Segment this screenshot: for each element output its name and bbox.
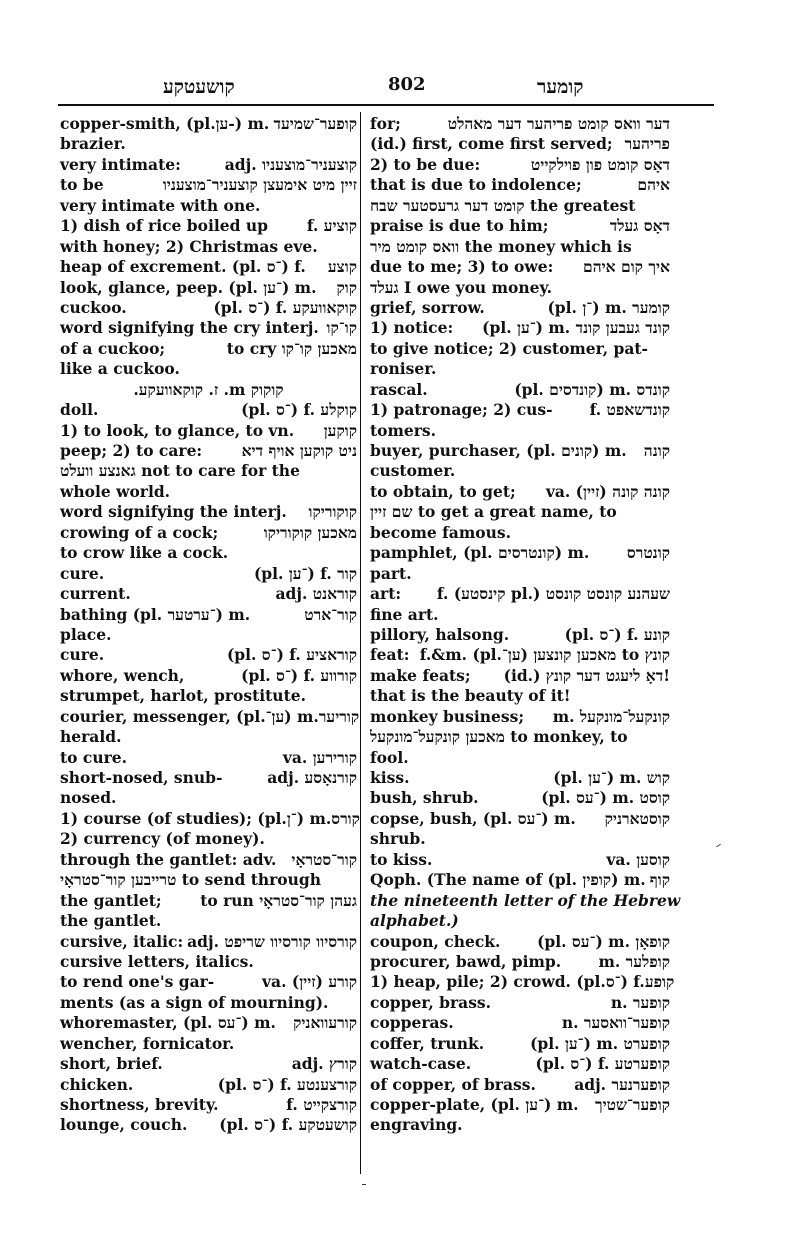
dictionary-line <box>60 1034 357 1054</box>
line-english-text: lounge, couch. <box>60 1115 188 1135</box>
line-english-text: crowing of a cock; <box>60 522 219 542</box>
line-headword-text: (pl. ־ען) m. קונד געבען קונד <box>482 318 670 338</box>
line-english-text: word signifying the cry interj. <box>60 318 319 338</box>
dictionary-line <box>370 359 670 379</box>
line-english-text: fool. <box>370 747 409 767</box>
dictionary-line <box>370 400 670 420</box>
dictionary-line <box>370 339 670 359</box>
line-english-text: of a cuckoo; <box>60 338 166 358</box>
line-english-text: the gantlet. <box>60 911 162 931</box>
line-english-text: coffer, trunk. <box>370 1033 485 1053</box>
line-headword-text: קוקוק m. ז. קוקאוועקע. <box>133 379 284 399</box>
line-headword-text: (pl. ־ס) f. קורצענטע <box>217 1074 357 1094</box>
line-english-text: herald. <box>60 727 122 747</box>
dictionary-line <box>60 155 357 175</box>
line-english-text: copse, bush, (pl. ־עס) m. <box>370 808 576 828</box>
line-english-text: short, brief. <box>60 1054 163 1074</box>
dictionary-line <box>60 605 357 625</box>
line-english-text: 1) dish of rice boiled up <box>60 216 268 236</box>
dictionary-line <box>60 1095 357 1115</box>
line-english-text: peep; 2) to care: <box>60 441 203 460</box>
dictionary-line <box>370 134 670 154</box>
dictionary-line <box>60 400 357 420</box>
header-left-word: קושעטקע <box>163 76 235 98</box>
header-rule <box>58 104 714 106</box>
line-english-text: watch-case. <box>370 1054 472 1074</box>
line-english-text: מאכען קונקעל־מונקעל to monkey, to <box>370 727 628 747</box>
line-english-text: to rend one's gar- <box>60 972 215 992</box>
dictionary-line <box>60 1075 357 1095</box>
dictionary-line <box>60 850 357 870</box>
line-headword-text: (pl. ־ס) f. קופערטע <box>535 1054 670 1074</box>
line-english-text: copperas. <box>370 1013 454 1033</box>
line-english-text: 2) currency (of money). <box>60 829 265 849</box>
dictionary-line <box>60 278 357 298</box>
dictionary-line <box>60 482 357 502</box>
line-headword-text: adj. קוראנט <box>275 584 357 604</box>
line-headword-text: va. קוסען <box>606 849 670 869</box>
line-headword-text: קו־קו <box>326 318 357 338</box>
dictionary-line <box>370 216 670 236</box>
line-english-text: שם זיין to get a great name, to <box>370 502 617 522</box>
line-headword-text: (pl. ־עס) m. קופאָן <box>537 931 670 951</box>
dictionary-line <box>60 380 357 400</box>
line-headword-text: n. קופער <box>610 992 670 1012</box>
line-english-text: copper-plate, (pl. ־ען) m. <box>370 1095 579 1114</box>
line-english-text: Qoph. (The name of (pl. קופין) m. <box>370 870 646 890</box>
dictionary-line <box>60 1054 357 1074</box>
dictionary-line <box>60 543 357 563</box>
dictionary-line <box>370 952 670 972</box>
dictionary-line <box>370 850 670 870</box>
line-english-text: chicken. <box>60 1074 134 1094</box>
line-english-text: 1) to look, to glance, to vn. <box>60 420 295 440</box>
dictionary-line <box>60 298 357 318</box>
dictionary-line <box>60 645 357 665</box>
line-english-text: heap of excrement. (pl. ־ס) f. <box>60 257 306 277</box>
dictionary-line <box>60 706 360 727</box>
dictionary-line <box>60 196 357 216</box>
dictionary-line <box>370 605 670 625</box>
line-english-text: 1) notice: <box>370 318 454 338</box>
line-headword-text: adj. קופערנער <box>574 1074 670 1094</box>
line-english-text: whole world. <box>60 481 171 501</box>
line-headword-text: (pl. ־ס) f. קוראציע <box>226 645 357 665</box>
line-headword-text: (pl. ־ען) f. קור <box>253 563 357 583</box>
line-english-text: short-nosed, snub- <box>60 768 223 787</box>
dictionary-line <box>370 421 670 441</box>
dictionary-line <box>60 257 357 277</box>
line-english-text: pamphlet, (pl. קונטרסים) m. <box>370 543 590 563</box>
dictionary-line <box>60 502 357 522</box>
line-headword-text: (pl. ־ס) f. קושעטקע <box>219 1115 357 1135</box>
line-english-text: that is the beauty of it! <box>370 686 571 706</box>
dictionary-line <box>370 932 670 952</box>
footer-mark <box>362 1184 366 1185</box>
dictionary-line <box>370 870 670 890</box>
line-english-text: due to me; 3) to owe: <box>370 257 554 277</box>
dictionary-line <box>370 543 670 563</box>
line-headword-text: זיין מיט אימעצן קוצעניר־מוצעניו <box>162 175 357 195</box>
dictionary-line <box>370 564 670 584</box>
dictionary-line <box>370 380 670 400</box>
dictionary-line <box>370 155 670 175</box>
line-headword-text: adj. קורץ <box>291 1054 357 1074</box>
dictionary-line <box>60 870 357 890</box>
line-english-text: brazier. <box>60 134 126 154</box>
dictionary-line <box>60 808 360 829</box>
line-english-text: ments (as a sign of mourning). <box>60 992 329 1012</box>
line-english-text: engraving. <box>370 1115 463 1135</box>
line-headword-text: (pl. ־ס) f. קוקאוועקע <box>213 297 357 317</box>
line-headword-text: קור־סטראָי <box>291 849 357 869</box>
line-english-text: word signifying the interj. <box>60 502 287 522</box>
line-english-text: current. <box>60 584 131 604</box>
line-english-text: very intimate: <box>60 154 181 174</box>
line-headword-text: איך קום איהם <box>583 257 670 277</box>
line-english-text: copper, brass. <box>370 992 492 1012</box>
line-headword-text: קוקען <box>323 420 357 440</box>
line-english-text: to be <box>60 175 104 195</box>
line-english-text: nosed. <box>60 788 117 808</box>
line-english-text: buyer, purchaser, (pl. קונים) m. <box>370 441 627 460</box>
dictionary-line <box>370 645 670 665</box>
line-english-text: to give notice; 2) customer, pat- <box>370 338 648 358</box>
dictionary-line <box>370 768 670 788</box>
line-english-text: rascal. <box>370 379 428 399</box>
line-english-text: with honey; 2) Christmas eve. <box>60 236 318 256</box>
line-english-text: pillory, halsong. <box>370 624 510 644</box>
dictionary-line <box>370 1115 670 1135</box>
line-headword-text: (id.) דאָ ליעגט דער קונץ! <box>503 665 670 685</box>
line-headword-text: (pl. קונדסים) m. קונדס <box>514 379 670 399</box>
line-english-text: bathing (pl. ־ערטער) m. <box>60 604 251 624</box>
line-english-text: that is due to indolence; <box>370 175 582 195</box>
line-english-text: the nineteenth letter of the Hebrew <box>370 890 681 910</box>
line-headword-text: adj. קורנאָסע <box>267 768 357 787</box>
dictionary-line <box>370 748 670 768</box>
dictionary-line <box>370 972 675 992</box>
line-english-text: טרייבען קור־סטראָי to send through <box>60 870 322 890</box>
line-english-text: to kiss. <box>370 849 433 869</box>
line-english-text: wencher, fornicator. <box>60 1033 235 1053</box>
dictionary-line <box>60 952 357 972</box>
dictionary-line <box>60 441 357 461</box>
line-english-text: kiss. <box>370 768 410 787</box>
dictionary-line <box>60 421 357 441</box>
dictionary-line <box>370 298 670 318</box>
dictionary-line <box>60 318 357 338</box>
dictionary-line <box>370 1095 670 1115</box>
dictionary-line <box>370 237 670 257</box>
dictionary-line <box>370 461 670 481</box>
line-english-text: courier, messenger, (pl.ען־) m. <box>60 706 319 726</box>
line-english-text: look, glance, peep. (pl. ־ען) m. <box>60 277 317 297</box>
line-headword-text: f. קורצקייט <box>286 1095 357 1114</box>
dictionary-line <box>60 625 357 645</box>
line-english-text: art: <box>370 584 402 604</box>
dictionary-line <box>370 911 670 931</box>
dictionary-line <box>370 707 670 727</box>
dictionary-line <box>370 482 670 502</box>
line-headword-text: דאָס קומט פון פוילקייט <box>530 154 670 174</box>
dictionary-line <box>60 237 357 257</box>
line-english-text: praise is due to him; <box>370 216 549 236</box>
dictionary-line <box>60 727 357 747</box>
line-headword-text: דאָס געלד <box>609 216 670 236</box>
column-divider <box>360 112 361 1174</box>
dictionary-line <box>60 788 357 808</box>
dictionary-line <box>370 1054 670 1074</box>
line-headword-text: va. קורירען <box>282 747 357 767</box>
dictionary-line <box>60 768 357 788</box>
line-english-text: tomers. <box>370 420 437 440</box>
line-english-text: cursive, italic: <box>60 931 184 951</box>
line-headword-text: (pl. ־ען) m. קופערט <box>530 1033 670 1053</box>
line-english-text: 1) course (of studies); (pl.־ן) m. <box>60 808 332 828</box>
line-english-text: very intimate with one. <box>60 195 261 215</box>
line-english-text: through the gantlet: adv. <box>60 849 277 869</box>
dictionary-line <box>60 666 357 686</box>
dictionary-line <box>60 339 357 359</box>
line-headword-text: f. קונדשאפט <box>589 400 670 420</box>
line-english-text: the gantlet; <box>60 890 162 910</box>
page-header <box>55 70 715 104</box>
line-english-text: shrub. <box>370 829 426 849</box>
dictionary-line <box>370 441 670 461</box>
line-headword-text: מאכען קו־קו to cry <box>226 338 357 358</box>
dictionary-line <box>60 829 357 849</box>
right-column <box>370 114 681 1136</box>
dictionary-line <box>370 829 670 849</box>
line-english-text: cure. <box>60 563 105 583</box>
line-english-text: procurer, bawd, pimp. <box>370 951 562 971</box>
line-headword-text: (pl. ־ס) f. קורווע <box>241 665 357 685</box>
dictionary-line <box>60 932 357 952</box>
line-headword-text: קופער־שטיך <box>594 1095 670 1114</box>
dictionary-line <box>60 891 357 911</box>
line-headword-text: דער וואס קומט פריהער דער מאהלט <box>447 114 670 133</box>
dictionary-line <box>370 686 670 706</box>
line-english-text: feat: <box>370 645 410 665</box>
dictionary-line <box>370 993 670 1013</box>
dictionary-line <box>370 175 670 195</box>
line-english-text: of copper, of brass. <box>370 1074 536 1094</box>
line-english-text: whoremaster, (pl. ־עס) m. <box>60 1013 276 1033</box>
line-english-text: part. <box>370 563 412 583</box>
line-headword-text: m. קונקעל־מונקעל <box>552 706 670 726</box>
dictionary-line <box>370 1013 670 1033</box>
line-english-text: cuckoo. <box>60 297 127 317</box>
dictionary-line <box>370 114 670 134</box>
line-headword-text: (pl. ־ס) f. קוקלע <box>241 400 357 420</box>
line-headword-text: קורס <box>331 808 360 828</box>
line-english-text: roniser. <box>370 359 437 379</box>
line-english-text: make feats; <box>370 665 471 685</box>
line-english-text: וואס קומט מיר the money which is <box>370 236 632 256</box>
line-english-text: shortness, brevity. <box>60 1095 219 1114</box>
line-english-text: געלד I owe you money. <box>370 277 553 297</box>
dictionary-line <box>60 359 357 379</box>
dictionary-line <box>370 584 670 604</box>
dictionary-line <box>370 625 670 645</box>
line-english-text: bush, shrub. <box>370 788 479 808</box>
dictionary-line <box>370 809 670 829</box>
line-headword-text: קור־ארט <box>304 604 357 624</box>
line-english-text: become famous. <box>370 522 511 542</box>
line-english-text: alphabet.) <box>370 911 459 931</box>
line-english-text: cure. <box>60 645 105 665</box>
line-headword-text: m. קופלער <box>598 951 670 971</box>
line-english-text: doll. <box>60 400 99 420</box>
dictionary-line <box>60 1115 357 1135</box>
line-headword-text: קוריער <box>318 706 360 726</box>
line-headword-text: איהם <box>637 175 670 195</box>
dictionary-line <box>370 666 670 686</box>
dictionary-line <box>370 788 670 808</box>
dictionary-line <box>60 911 357 931</box>
dictionary-line <box>60 564 357 584</box>
dictionary-line <box>370 890 681 911</box>
line-headword-text: פריהער <box>624 134 670 154</box>
line-headword-text: va. (זיין) קונה קונה <box>545 481 670 501</box>
line-headword-text: va. (זיין) קורע <box>262 972 357 992</box>
line-english-text: customer. <box>370 461 456 481</box>
line-english-text: grief, sorrow. <box>370 297 485 317</box>
line-english-text: 1) heap, pile; 2) crowd. (pl.־ס) f. <box>370 972 645 992</box>
dictionary-line <box>60 584 357 604</box>
line-english-text: to cure. <box>60 747 128 767</box>
line-headword-text: (pl. ־ס) f. קונע <box>564 624 670 644</box>
line-english-text: cursive letters, italics. <box>60 951 254 971</box>
line-headword-text: ניט קוקען אויף דיא <box>241 441 357 460</box>
dictionary-line <box>370 727 670 747</box>
line-english-text: copper-smith, (pl.ען-) m. <box>60 114 270 133</box>
dictionary-line <box>60 461 357 481</box>
dictionary-line <box>60 972 357 992</box>
line-headword-text: קוק <box>336 277 357 297</box>
line-english-text: to obtain, to get; <box>370 481 516 501</box>
line-headword-text: n. קופער־וואסער <box>561 1013 670 1033</box>
line-headword-text: קוצע <box>327 257 357 277</box>
line-english-text: for; <box>370 114 401 133</box>
page-number: 802 <box>388 74 426 95</box>
line-headword-text: קוסטארניק <box>604 808 670 828</box>
line-english-text: קומט דער גרעסטער שבח the greatest <box>370 195 636 215</box>
dictionary-line <box>370 196 670 216</box>
line-headword-text: מאכען קוקוריקו <box>263 522 357 542</box>
dictionary-line <box>60 175 357 195</box>
line-english-text: to crow like a cock. <box>60 543 229 563</box>
line-headword-text: קונה <box>643 441 670 460</box>
dictionary-line <box>60 114 357 134</box>
dictionary-line <box>60 748 357 768</box>
line-headword-text: קופע <box>644 972 675 992</box>
line-english-text: whore, wench, <box>60 665 185 685</box>
dictionary-line <box>60 686 357 706</box>
margin-mark <box>716 844 721 847</box>
line-english-text: גאנצע וועלט not to care for the <box>60 461 300 481</box>
dictionary-line <box>60 134 357 154</box>
dictionary-line <box>60 993 357 1013</box>
line-headword-text: קוקוריקו <box>308 502 357 522</box>
line-english-text: fine art. <box>370 604 439 624</box>
dictionary-line <box>60 1013 357 1033</box>
dictionary-line <box>60 216 357 236</box>
line-headword-text: f. (קינסטע pl.) שעהנע קונסט קונסט <box>436 584 670 604</box>
line-headword-text: קורעוואניק <box>293 1013 357 1033</box>
line-english-text: (id.) first, come first served; <box>370 134 613 154</box>
line-headword-text: (pl. ־ן) m. קומער <box>547 297 670 317</box>
line-headword-text: f. קוציע <box>306 216 357 236</box>
dictionary-line <box>370 502 670 522</box>
dictionary-line <box>60 523 357 543</box>
dictionary-line <box>370 318 670 338</box>
line-headword-text: קוף <box>649 870 670 890</box>
dictionary-line <box>370 278 670 298</box>
line-headword-text: קופער־שמיעד <box>273 114 357 133</box>
line-english-text: place. <box>60 624 112 644</box>
dictionary-line <box>370 523 670 543</box>
dictionary-line <box>370 257 670 277</box>
line-english-text: coupon, check. <box>370 931 501 951</box>
line-headword-text: adj. קוצעניר־מוצעניו <box>224 154 357 174</box>
line-headword-text: געהן קור־סטראָי to run <box>200 890 357 910</box>
line-headword-text: f.&m. (pl.ען־) מאכען קונצען to קונץ <box>419 645 670 665</box>
line-english-text: 1) patronage; 2) cus- <box>370 400 553 420</box>
line-english-text: monkey business; <box>370 706 525 726</box>
line-headword-text: adj. קורסיוו קורסיוו שריפט <box>187 931 357 951</box>
dictionary-line <box>370 1034 670 1054</box>
line-headword-text: קונטרס <box>626 543 670 563</box>
line-english-text: like a cuckoo. <box>60 359 180 379</box>
line-english-text: 2) to be due: <box>370 154 481 174</box>
dictionary-line <box>370 1075 670 1095</box>
line-english-text: strumpet, harlot, prostitute. <box>60 686 306 706</box>
left-column <box>60 114 360 1136</box>
line-headword-text: (pl. ־עס) m. קוסט <box>541 788 670 808</box>
header-right-word: קומער <box>537 76 584 98</box>
line-headword-text: (pl. ־ען) m. קוש <box>553 768 670 787</box>
